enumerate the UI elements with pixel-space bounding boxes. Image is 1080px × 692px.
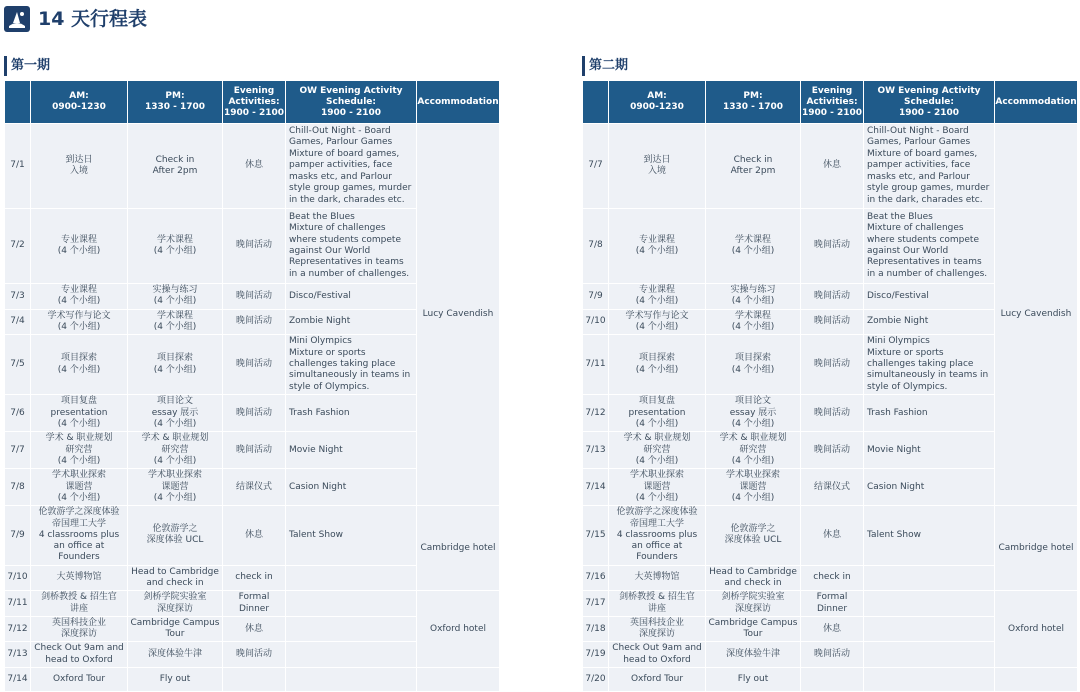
cell-ow: Trash Fashion [864,395,994,431]
cell-date: 7/7 [583,124,608,208]
phase-2 [582,56,1076,692]
cell-date: 7/8 [5,469,30,505]
cell-evening: 晚间活动 [801,432,863,468]
cell-pm: Cambridge Campus Tour [706,617,800,642]
cell-ow: Movie Night [286,432,416,468]
cell-date: 7/9 [583,284,608,309]
cell-pm: 学术职业探索 课题营 (4 个小组) [706,469,800,505]
cell-evening: 晚间活动 [801,209,863,283]
header-am: AM: 0900-1230 [31,81,127,123]
cell-am: Oxford Tour [31,668,127,691]
table-header-row [583,81,1077,123]
cell-date: 7/6 [5,395,30,431]
cell-am: Oxford Tour [609,668,705,691]
cell-pm: 项目探索 (4 个小组) [706,335,800,394]
cell-date: 7/11 [583,335,608,394]
cell-am: 剑桥教授 & 招生官 讲座 [31,591,127,616]
header-evening: Evening Activities: 1900 - 2100 [801,81,863,123]
cell-evening: 休息 [223,506,285,564]
table-row [583,124,1077,208]
cell-evening: 晚间活动 [801,395,863,431]
cell-pm: 项目论文 essay 展示 (4 个小组) [706,395,800,431]
cell-ow [286,642,416,667]
cell-am: 学术 & 职业规划 研究营 (4 个小组) [31,432,127,468]
cell-pm: 深度体验牛津 [706,642,800,667]
table-row [583,668,1077,691]
cell-am: 到达日 入境 [609,124,705,208]
cell-date: 7/2 [5,209,30,283]
table-row [583,591,1077,616]
cell-pm: 实操与练习 (4 个小组) [706,284,800,309]
cell-date: 7/16 [583,566,608,591]
cell-ow: Zombie Night [286,310,416,335]
cell-pm: Check in After 2pm [128,124,222,208]
cell-evening: 休息 [801,124,863,208]
cell-date: 7/11 [5,591,30,616]
cell-evening: 结课仪式 [223,469,285,505]
cell-pm: 剑桥学院实验室 深度探访 [128,591,222,616]
cell-date: 7/5 [5,335,30,394]
cell-date: 7/14 [5,668,30,691]
phase-1 [4,56,498,692]
cell-evening: Formal Dinner [223,591,285,616]
cell-am: 学术职业探索 课题营 (4 个小组) [609,469,705,505]
cell-ow [864,617,994,642]
cell-accommodation: Oxford hotel [417,591,499,667]
cell-evening: 休息 [801,506,863,564]
page-title: 14 天行程表 [38,8,148,30]
cell-pm: 实操与练习 (4 个小组) [128,284,222,309]
cell-am: 伦敦游学之深度体验 帝国理工大学 4 classrooms plus an office at Founders [31,506,127,564]
table-row [5,591,499,616]
cell-pm: 学术 & 职业规划 研究营 (4 个小组) [706,432,800,468]
cell-ow: Talent Show [286,506,416,564]
cell-am: 英国科技企业 深度探访 [31,617,127,642]
table-row [5,124,499,208]
cell-ow [286,617,416,642]
header-am: AM: 0900-1230 [609,81,705,123]
cell-ow: Talent Show [864,506,994,564]
schedule-table [582,80,1078,692]
cell-date: 7/12 [583,395,608,431]
table-header-row [5,81,499,123]
cell-accommodation: Oxford hotel [995,591,1077,667]
cell-ow: Zombie Night [864,310,994,335]
cell-accommodation: Lucy Cavendish [995,124,1077,505]
cell-am: 学术 & 职业规划 研究营 (4 个小组) [609,432,705,468]
cell-ow [864,566,994,591]
cell-date: 7/3 [5,284,30,309]
cell-accommodation: Lucy Cavendish [417,124,499,505]
header-ow: OW Evening Activity Schedule: 1900 - 2100 [286,81,416,123]
cell-am: 英国科技企业 深度探访 [609,617,705,642]
header-date [583,81,608,123]
cell-pm: 项目探索 (4 个小组) [128,335,222,394]
cell-ow [864,591,994,616]
header-evening: Evening Activities: 1900 - 2100 [223,81,285,123]
cell-am: 项目复盘 presentation (4 个小组) [609,395,705,431]
cell-am: 项目复盘 presentation (4 个小组) [31,395,127,431]
cell-date: 7/18 [583,617,608,642]
cell-date: 7/17 [583,591,608,616]
cell-ow: Beat the Blues Mixture of challenges where students compete against Our World Representatives in teams in a number of challenges. [864,209,994,283]
cell-ow [286,668,416,691]
schedule-body [583,124,1077,691]
cell-evening: check in [801,566,863,591]
cell-am: 到达日 入境 [31,124,127,208]
cell-date: 7/13 [5,642,30,667]
cell-ow [286,566,416,591]
header-ow: OW Evening Activity Schedule: 1900 - 2100 [864,81,994,123]
cell-date: 7/12 [5,617,30,642]
cell-evening: 晚间活动 [801,310,863,335]
cell-date: 7/8 [583,209,608,283]
cell-pm: 学术课程 (4 个小组) [706,310,800,335]
phase-title: 第二期 [582,56,1076,76]
logo-icon [4,6,30,32]
cell-am: 大英博物馆 [609,566,705,591]
cell-accommodation-empty [417,668,499,691]
cell-accommodation-empty [995,668,1077,691]
cell-am: 项目探索 (4 个小组) [31,335,127,394]
cell-date: 7/1 [5,124,30,208]
cell-ow: Casion Night [864,469,994,505]
cell-date: 7/14 [583,469,608,505]
cell-pm: Fly out [706,668,800,691]
cell-evening: 晚间活动 [223,335,285,394]
cell-pm: 项目论文 essay 展示 (4 个小组) [128,395,222,431]
cell-ow: Chill-Out Night - Board Games, Parlour Games Mixture of board games, pamper activities, face masks etc, and Parlour style group games, murder in the dark, charades etc. [286,124,416,208]
cell-pm: 剑桥学院实验室 深度探访 [706,591,800,616]
cell-evening [223,668,285,691]
cell-date: 7/10 [5,566,30,591]
cell-evening: 晚间活动 [801,284,863,309]
page-header [0,0,1080,38]
cell-ow [864,668,994,691]
cell-date: 7/20 [583,668,608,691]
cell-evening: 结课仪式 [801,469,863,505]
cell-ow: Movie Night [864,432,994,468]
header-accommodation: Accommodation [995,81,1077,123]
cell-date: 7/10 [583,310,608,335]
cell-date: 7/7 [5,432,30,468]
cell-evening: 晚间活动 [801,642,863,667]
cell-ow: Chill-Out Night - Board Games, Parlour Games Mixture of board games, pamper activities, face masks etc, and Parlour style group games, murder in the dark, charades etc. [864,124,994,208]
cell-pm: Cambridge Campus Tour [128,617,222,642]
cell-ow: Disco/Festival [286,284,416,309]
cell-evening: 休息 [223,124,285,208]
cell-evening: 晚间活动 [223,642,285,667]
cell-pm: 深度体验牛津 [128,642,222,667]
cell-evening: 晚间活动 [223,432,285,468]
cell-evening: 晚间活动 [223,209,285,283]
cell-am: 学术写作与论文 (4 个小组) [609,310,705,335]
cell-pm: 学术课程 (4 个小组) [706,209,800,283]
cell-ow: Mini Olympics Mixture or sports challenges taking place simultaneously in teams in style of Olympics. [864,335,994,394]
cell-evening: Formal Dinner [801,591,863,616]
cell-accommodation: Cambridge hotel [417,506,499,590]
cell-evening: check in [223,566,285,591]
header-accommodation: Accommodation [417,81,499,123]
cell-am: 伦敦游学之深度体验 帝国理工大学 4 classrooms plus an office at Founders [609,506,705,564]
cell-pm: 学术 & 职业规划 研究营 (4 个小组) [128,432,222,468]
cell-pm: Head to Cambridge and check in [128,566,222,591]
cell-am: 专业课程 (4 个小组) [609,284,705,309]
cell-am: Check Out 9am and head to Oxford [609,642,705,667]
cell-ow: Mini Olympics Mixture or sports challenges taking place simultaneously in teams in style of Olympics. [286,335,416,394]
cell-evening [801,668,863,691]
table-row [5,506,499,564]
cell-am: 项目探索 (4 个小组) [609,335,705,394]
cell-evening: 晚间活动 [223,395,285,431]
cell-date: 7/9 [5,506,30,564]
table-row [5,668,499,691]
cell-am: 剑桥教授 & 招生官 讲座 [609,591,705,616]
cell-pm: 学术课程 (4 个小组) [128,310,222,335]
cell-am: 专业课程 (4 个小组) [31,209,127,283]
cell-ow: Trash Fashion [286,395,416,431]
table-row [583,506,1077,564]
schedule-body [5,124,499,691]
header-pm: PM: 1330 - 1700 [706,81,800,123]
cell-am: 学术职业探索 课题营 (4 个小组) [31,469,127,505]
cell-pm: Fly out [128,668,222,691]
header-pm: PM: 1330 - 1700 [128,81,222,123]
cell-pm: 伦敦游学之 深度体验 UCL [706,506,800,564]
header-date [5,81,30,123]
phase-title: 第一期 [4,56,498,76]
cell-am: 专业课程 (4 个小组) [31,284,127,309]
cell-evening: 晚间活动 [223,284,285,309]
cell-evening: 休息 [223,617,285,642]
cell-date: 7/15 [583,506,608,564]
cell-date: 7/4 [5,310,30,335]
cell-ow: Casion Night [286,469,416,505]
cell-pm: Check in After 2pm [706,124,800,208]
cell-am: Check Out 9am and head to Oxford [31,642,127,667]
cell-date: 7/19 [583,642,608,667]
schedule-table [4,80,500,692]
cell-am: 学术写作与论文 (4 个小组) [31,310,127,335]
cell-evening: 休息 [801,617,863,642]
cell-date: 7/13 [583,432,608,468]
cell-ow [286,591,416,616]
cell-pm: 伦敦游学之 深度体验 UCL [128,506,222,564]
cell-accommodation: Cambridge hotel [995,506,1077,590]
cell-pm: Head to Cambridge and check in [706,566,800,591]
cell-evening: 晚间活动 [801,335,863,394]
cell-am: 大英博物馆 [31,566,127,591]
cell-pm: 学术职业探索 课题营 (4 个小组) [128,469,222,505]
cell-ow [864,642,994,667]
cell-evening: 晚间活动 [223,310,285,335]
cell-am: 专业课程 (4 个小组) [609,209,705,283]
cell-pm: 学术课程 (4 个小组) [128,209,222,283]
cell-ow: Disco/Festival [864,284,994,309]
cell-ow: Beat the Blues Mixture of challenges where students compete against Our World Representatives in teams in a number of challenges. [286,209,416,283]
